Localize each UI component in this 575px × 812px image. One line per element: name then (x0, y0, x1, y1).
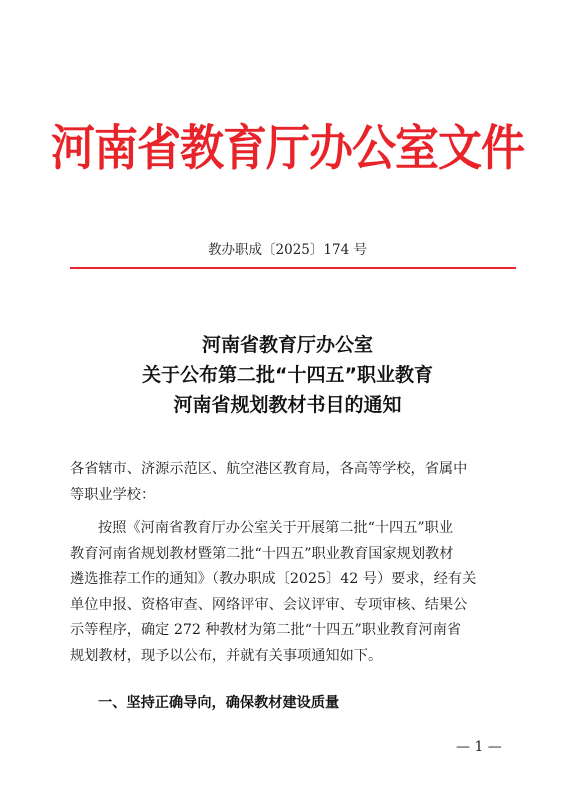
paragraph-line: 单位申报、资格审查、网络评审、会议评审、专项审核、结果公 (70, 596, 468, 613)
salutation-line-2: 等职业学校： (70, 486, 156, 503)
masthead-title: 河南省教育厅办公室文件 (51, 120, 524, 177)
paragraph-1 (70, 516, 516, 669)
paragraph-line: 规划教材，现予以公布，并就有关事项通知如下。 (70, 647, 383, 664)
title-line-3: 河南省规划教材书目的通知 (173, 394, 402, 416)
title-line-2: 关于公布第二批“十四五”职业教育 (142, 364, 433, 386)
salutation (70, 457, 516, 508)
paragraph-line: 示等程序，确定 272 种教材为第二批“十四五”职业教育河南省 (70, 622, 462, 638)
section-heading-1: 一、坚持正确导向，确保教材建设质量 (98, 695, 340, 711)
notice-title (0, 330, 575, 420)
paragraph-line: 教育河南省规划教材暨第二批“十四五”职业教育国家规划教材 (70, 545, 454, 562)
page-number: — 1 — (456, 739, 502, 755)
red-divider-line (70, 267, 516, 269)
title-line-1: 河南省教育厅办公室 (201, 334, 373, 356)
salutation-line-1: 各省辖市、济源示范区、航空港区教育局，各高等学校，省属中 (70, 461, 468, 477)
paragraph-line: 遴选推荐工作的通知》（教办职成〔2025〕42 号）要求，经有关 (70, 571, 477, 587)
document-number: 教办职成〔2025〕174 号 (208, 242, 367, 258)
paragraph-line: 按照《河南省教育厅办公室关于开展第二批“十四五”职业 (98, 520, 454, 536)
